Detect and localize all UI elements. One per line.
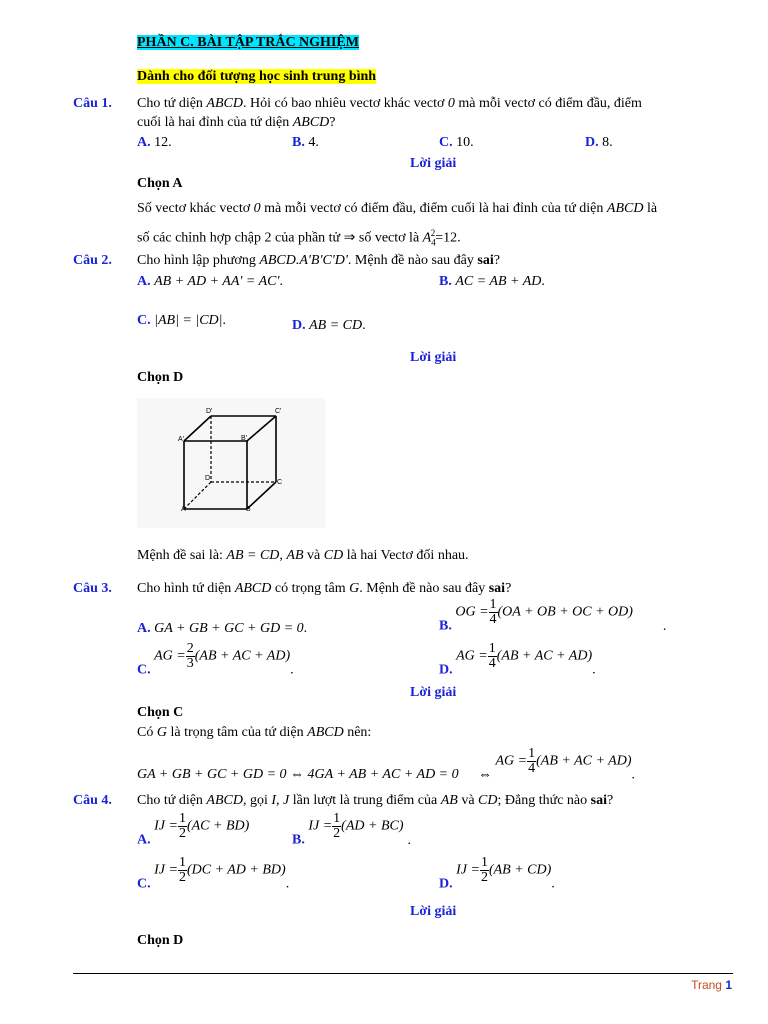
- vertex-label-bp: B': [241, 435, 248, 442]
- q4-label: Câu 4.: [73, 793, 112, 808]
- vertex-label-c: C: [277, 479, 283, 486]
- section-heading: PHẦN C. BÀI TẬP TRẮC NGHIỆM: [137, 35, 359, 50]
- q3-answer: Chọn C: [137, 705, 184, 720]
- section-subheading: Dành cho đối tượng học sinh trung bình: [137, 69, 377, 84]
- q2-solution-line: Mệnh đề sai là: AB = CD, AB và CD là hai Vectơ đối nhau.: [137, 548, 469, 563]
- q4-option-b[interactable]: B. IJ = $\frac{1}{2}$ (AD + BC).: [292, 811, 411, 848]
- q1-option-d[interactable]: D. 8.: [585, 135, 613, 150]
- q1-option-c[interactable]: C. 10.: [439, 135, 474, 150]
- q3-option-b[interactable]: B. OG = $\frac{1}{4}$ (OA + OB + OC + OD).: [439, 597, 667, 634]
- vertex-label-a: A: [181, 506, 186, 513]
- q1-option-b[interactable]: B. 4.: [292, 135, 319, 150]
- vertex-label-ap: A': [178, 436, 185, 443]
- cube-figure: [137, 398, 325, 528]
- vertex-label-b: B: [246, 506, 251, 513]
- q3-solution-line1: Có G là trọng tâm của tứ diện ABCD nên:: [137, 725, 372, 740]
- q3-solution-title: Lời giải: [410, 685, 457, 700]
- q3-text: Cho hình tứ diện ABCD có trọng tâm G. Mệnh đề nào sau đây sai?: [137, 581, 512, 596]
- vertex-label-cp: C': [275, 408, 282, 415]
- q2-option-b[interactable]: B. AC = AB + AD.: [439, 274, 545, 289]
- q4-option-c[interactable]: C. IJ = $\frac{1}{2}$ (DC + AD + BD).: [137, 855, 290, 892]
- q2-option-d[interactable]: D. AB = CD.: [292, 318, 366, 333]
- q4-answer: Chọn D: [137, 933, 184, 948]
- q3-solution-eq2: ⇔ AG = $\frac{1}{4}$ (AB + AC + AD).: [478, 746, 635, 783]
- q4-solution-title: Lời giải: [410, 904, 457, 919]
- q1-answer: Chọn A: [137, 176, 183, 191]
- page-footer: [691, 978, 732, 992]
- footer-divider: [73, 973, 733, 974]
- q1-solution-line1: Số vectơ khác vectơ 0 mà mỗi vectơ có điểm đầu, điểm cuối là hai đỉnh của tứ diện ABCD là: [137, 201, 658, 216]
- page-number: 1: [725, 978, 732, 992]
- q4-option-d[interactable]: D. IJ = $\frac{1}{2}$ (AB + CD).: [439, 855, 555, 892]
- q1-label: Câu 1.: [73, 96, 112, 111]
- q1-solution-title: Lời giải: [410, 156, 457, 171]
- q2-answer: Chọn D: [137, 370, 184, 385]
- q2-label: Câu 2.: [73, 253, 112, 268]
- vertex-label-d: D: [205, 475, 211, 482]
- q4-option-a[interactable]: A. IJ = $\frac{1}{2}$ (AC + BD): [137, 811, 250, 848]
- q3-solution-eq1: GA + GB + GC + GD = 0 ⇔ 4GA + AB + AC + AD = 0: [137, 767, 459, 782]
- q1-text-line2: cuối là hai đỉnh của tứ diện ABCD?: [137, 115, 336, 130]
- q1-option-a[interactable]: A. 12.: [137, 135, 172, 150]
- q1-solution-line2: số các chỉnh hợp chập 2 của phần tử ⇒ số vectơ là $A_4^2=12$.: [137, 228, 461, 248]
- q3-option-a[interactable]: A. GA + GB + GC + GD = 0.: [137, 621, 308, 636]
- q3-option-d[interactable]: D. AG = $\frac{1}{4}$ (AB + AC + AD).: [439, 641, 596, 678]
- q4-text: Cho tứ diện ABCD, gọi I, J lần lượt là trung điểm của AB và CD; Đẳng thức nào sai?: [137, 793, 614, 808]
- q2-text: Cho hình lập phương ABCD.A'B'C'D'. Mệnh đề nào sau đây sai?: [137, 253, 500, 268]
- vertex-label-dp: D': [206, 408, 213, 415]
- page-word: Trang: [691, 978, 722, 992]
- q2-option-a[interactable]: A. AB + AD + AA' = AC'.: [137, 274, 283, 289]
- q2-solution-title: Lời giải: [410, 350, 457, 365]
- q3-label: Câu 3.: [73, 581, 112, 596]
- q1-text-line1: Cho tứ diện ABCD. Hỏi có bao nhiêu vectơ khác vectơ 0 mà mỗi vectơ có điểm đầu, điểm: [137, 96, 642, 111]
- q2-option-c[interactable]: C. |AB| = |CD|.: [137, 313, 227, 328]
- q3-option-c[interactable]: C. AG = $\frac{2}{3}$ (AB + AC + AD).: [137, 641, 294, 678]
